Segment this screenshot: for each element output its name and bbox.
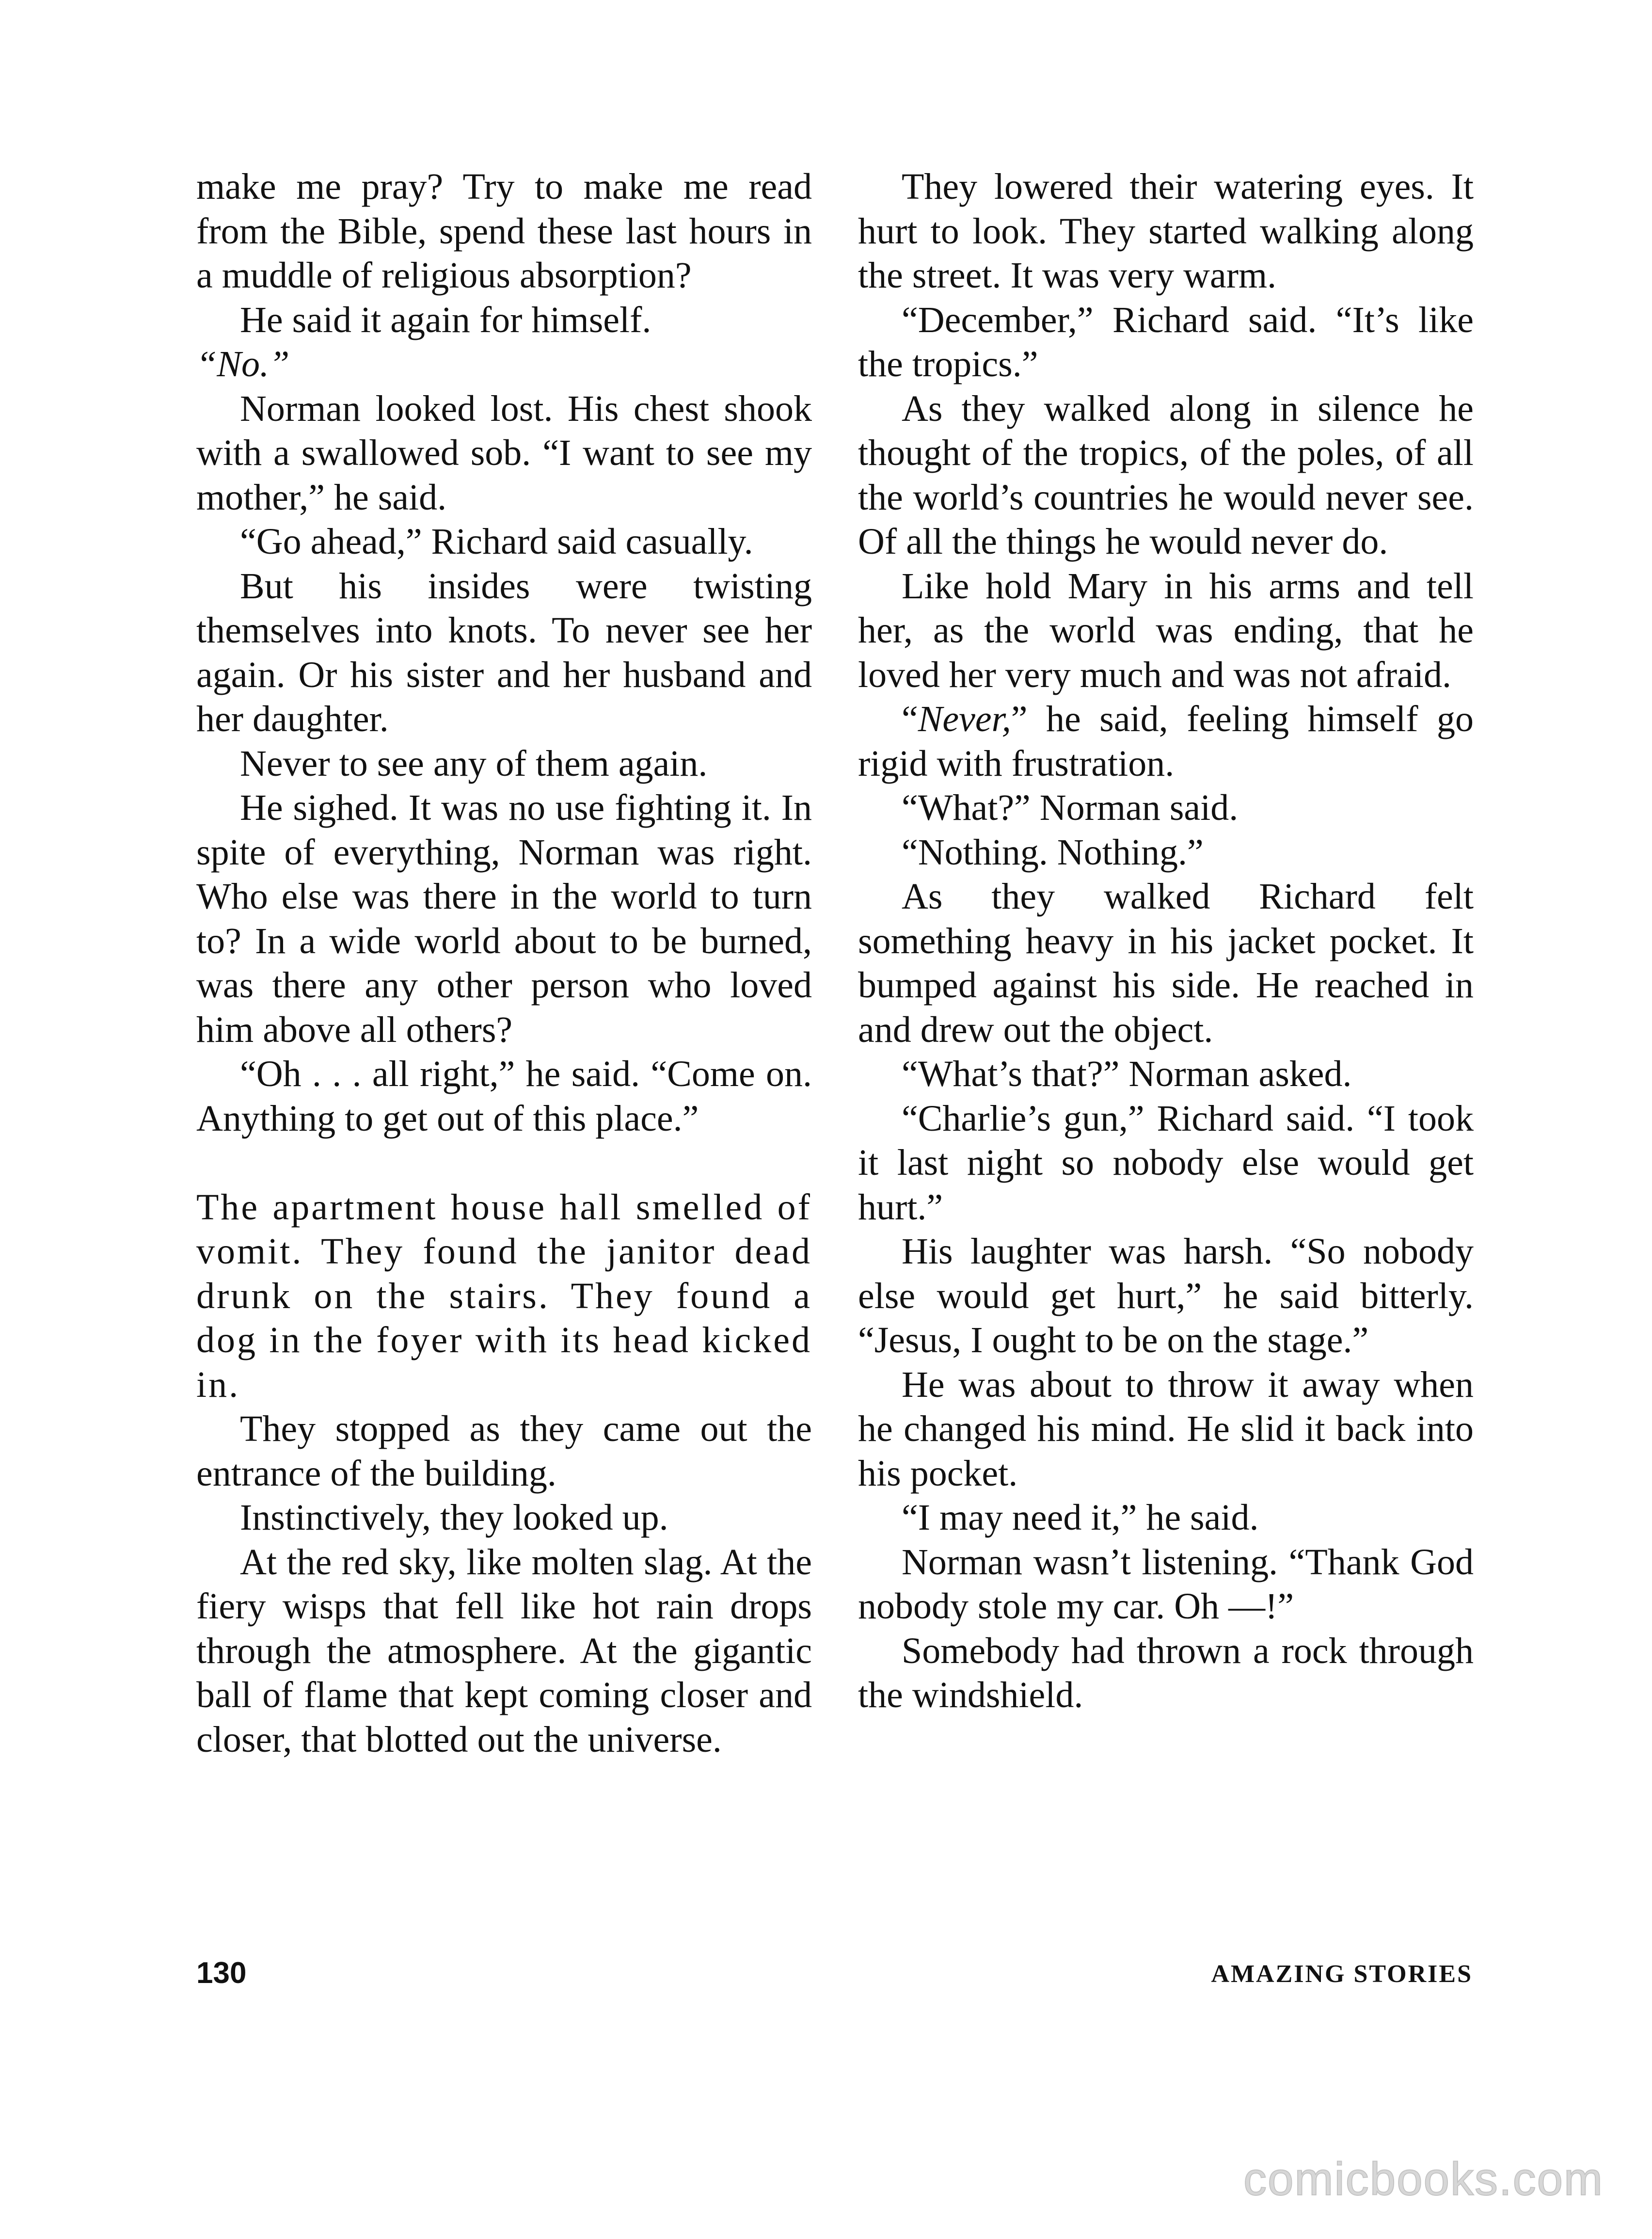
paragraph: As they walked along in silence he thought of the tropics, of the poles, of all the world’s countries he would never see. Of all the things he would never do. [858, 388, 1474, 562]
paragraph: “Never,” he said, feeling himself go rigid with frustration. [858, 699, 1474, 784]
paragraph: He sighed. It was no use fighting it. In spite of everything, Norman was right. Who else was there in the world to turn to? In a wide world about to be burned, was there any other person who loved him above all others? [196, 787, 812, 1050]
paragraph: Never to see any of them again. [240, 743, 708, 784]
paragraph: He was about to throw it away when he changed his mind. He slid it back into his pocket. [858, 1364, 1474, 1494]
paragraph: Norman wasn’t listening. “Thank God nobody stole my car. Oh —!” [858, 1541, 1474, 1627]
paragraph: make me pray? Try to make me read from the Bible, spend these last hours in a muddle of religious absorption? [196, 166, 812, 296]
paragraph: Instinctively, they looked up. [240, 1497, 668, 1538]
paragraph: At the red sky, like molten slag. At the fiery wisps that fell like hot rain drops through the atmosphere. At the gigantic ball of flame that kept coming closer and closer, that blotted out the universe. [196, 1541, 812, 1760]
paragraph: “Go ahead,” Richard said casually. [240, 521, 753, 562]
paragraph: But his insides were twisting themselves into knots. To never see her again. Or his sister and her husband and her daughter. [196, 565, 812, 739]
paragraph: Norman looked lost. His chest shook with a swallowed sob. “I want to see my mother,” he said. [196, 388, 812, 518]
paragraph: Somebody had thrown a rock through the windshield. [858, 1630, 1474, 1715]
paragraph: His laughter was harsh. “So nobody else would get hurt,” he said bitterly. “Jesus, I ought to be on the stage.” [858, 1231, 1474, 1360]
paragraph: As they walked Richard felt something heavy in his jacket pocket. It bumped against his side. He reached in and drew out the object. [858, 876, 1474, 1050]
paragraph: They lowered their watering eyes. It hurt to look. They started walking along the street. It was very warm. [858, 166, 1474, 296]
text-column-left [196, 165, 812, 1762]
paragraph: “Charlie’s gun,” Richard said. “I took it last night so nobody else would get hurt.” [858, 1098, 1474, 1228]
paragraph: “What’s that?” Norman asked. [902, 1054, 1352, 1094]
paragraph: “Nothing. Nothing.” [902, 832, 1204, 873]
paragraph: “December,” Richard said. “It’s like the tropics.” [858, 299, 1474, 384]
paragraph: He said it again for himself. [240, 299, 651, 340]
page-number: 130 [196, 1956, 247, 1990]
paragraph: “No.” [196, 344, 290, 384]
watermark: comicbooks.com [1243, 2153, 1604, 2205]
paragraph: The apartment house hall smelled of vomit. They found the janitor dead drunk on the stairs. They found a dog in the foyer with its head kicked in. [196, 1186, 812, 1405]
paragraph: “What?” Norman said. [902, 787, 1239, 828]
text-column-right [858, 165, 1474, 1718]
paragraph: Like hold Mary in his arms and tell her, as the world was ending, that he loved her very much and was not afraid. [858, 565, 1474, 695]
paragraph: They stopped as they came out the entrance of the building. [196, 1408, 812, 1494]
running-title: AMAZING STORIES [1211, 1960, 1473, 1988]
paragraph: “I may need it,” he said. [902, 1497, 1259, 1538]
paragraph: “Oh . . . all right,” he said. “Come on. Anything to get out of this place.” [196, 1054, 812, 1139]
